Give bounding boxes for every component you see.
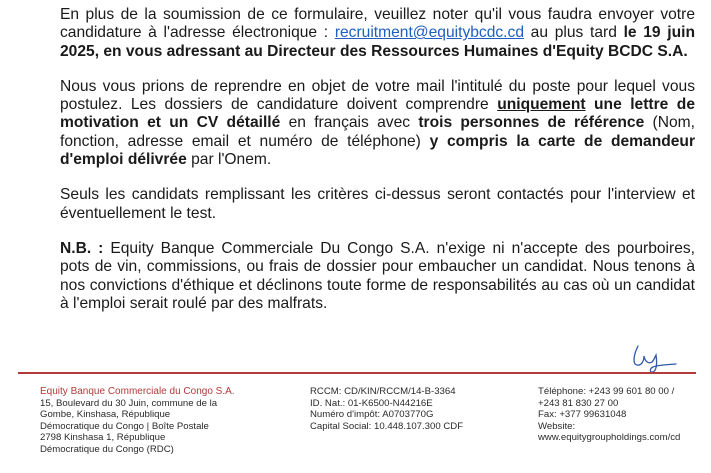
letter-body: [60, 6, 695, 313]
website-link[interactable]: www.equitygroupholdings.com/cd: [538, 432, 681, 444]
footer-company: Equity Banque Commerciale du Congo S.A.: [40, 386, 235, 397]
deadline-text: le 19 juin 2025, en vous adressant au Directeur des Ressources Humaines d'Equity BCDC S.A.: [60, 24, 695, 60]
paragraph-requirements: Nous vous prions de reprendre en objet de votre mail l'intitulé du poste pour lequel vous postulez. Les dossiers de candidature doivent comprendre uniquement une lettre de motivation et un CV détaillé en français avec trois personnes de référence (Nom, fonction, adresse email et numéro de téléphone) y compris la carte de demandeur d'emploi délivrée par l'Onem.: [60, 77, 696, 169]
nb-label: N.B. :: [60, 239, 104, 257]
paragraph-submission: En plus de la soumission de ce formulaire, veuillez noter qu'il vous faudra envoyer votre candidature à l'adresse électronique : recruitment@equitybcdc.cd au plus tard le 19 juin 2025, en vous adressant au Directeur des Ressources Humaines d'Equity BCDC S.A.: [60, 6, 695, 60]
footer-contact: Téléphone: +243 99 601 80 00 / +243 81 830 27 00 Fax: +377 99631048 Website: www.equitygroupholdings.com/cd: [538, 386, 703, 444]
paragraph-contact-note: Seuls les candidats remplissant les critères ci-dessus seront contactés pour l'interview et éventuellement le test.: [60, 186, 695, 222]
footer-divider: [18, 372, 696, 374]
emphasis-uniquement: uniquement: [497, 96, 586, 114]
email-link[interactable]: recruitment@equitybcdc.cd: [334, 24, 524, 42]
footer-address: Equity Banque Commerciale du Congo S.A. 15, Boulevard du 30 Juin, commune de la Gombe, Kinshasa, République Démocratique du Congo | Boîte Postale 2798 Kinshasa 1, République Démocratique du Congo (RDC): [40, 386, 250, 456]
footer-registry: RCCM: CD/KIN/RCCM/14-B-3364 ID. Nat.: 01-K6500-N44216E Numéro d'impôt: A0703770G Capital Social: 10.448.107.300 CDF: [310, 386, 464, 432]
signature-mark: [624, 340, 694, 374]
paragraph-nb: N.B. : Equity Banque Commerciale Du Congo S.A. n'exige ni n'accepte des pourboires, pots de vin, commissions, ou frais de dossier pour embaucher un candidat. Nous tenons à nos convictions d'éthique et déclinons toute forme de responsabilités au cas où un candidat à l'emploi serait roulé par des malfrats.: [60, 239, 695, 312]
